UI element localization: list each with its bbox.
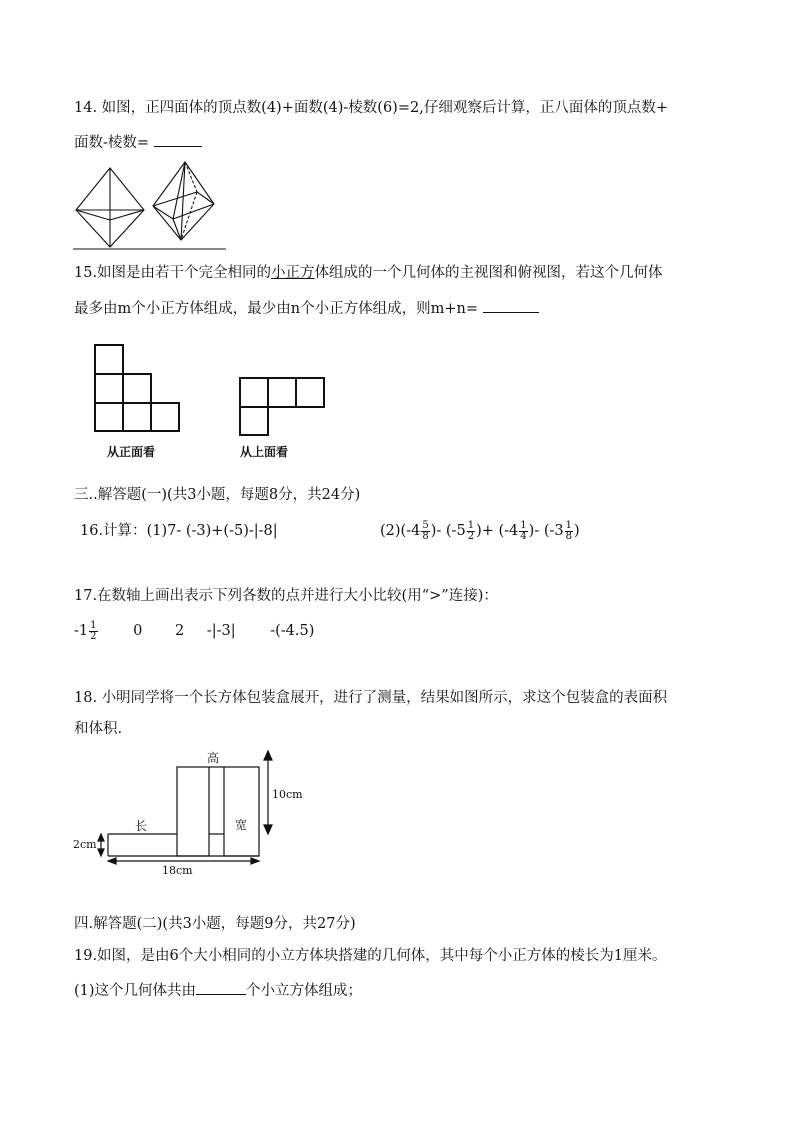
q14-line2-text: 面数-棱数= (74, 135, 154, 151)
q17-n2: 0 (133, 623, 143, 639)
q14-line1: 14. 如图，正四面体的顶点数(4)+面数(4)-棱数(6)=2,仔细观察后计算，正八面体的顶点数+ (74, 100, 668, 116)
q16-t2-open: (-5 (445, 523, 466, 539)
q16-t3-close: )- (528, 523, 544, 539)
section3-title: 三..解答题(一)(共3小题，每题8分，共24分) (74, 487, 361, 503)
q16-label: 16.计算： (80, 523, 147, 539)
front-view-caption: 从正面看 (107, 445, 156, 459)
q16-t4-close: ) (574, 523, 580, 539)
q19-line2 (74, 979, 362, 1001)
q17-n1-int: -1 (74, 623, 89, 639)
q16-frac4-num: 1 (565, 519, 572, 531)
q16-frac1-num: 5 (422, 519, 429, 531)
q18-line2: 和体积. (74, 721, 123, 737)
q16-frac3-den: 4 (520, 530, 527, 542)
q17-n5: -(-4.5) (270, 623, 315, 639)
q16-t1-open: (-4 (400, 523, 421, 539)
label-chang: 长 (135, 819, 148, 833)
q16-frac2-den: 2 (467, 530, 475, 542)
q15-line1-b: 小正方 (271, 265, 315, 281)
q15-line1-a: 15.如图是由若干个完全相同的 (74, 265, 272, 281)
label-gao: 高 (207, 751, 220, 765)
label-kuan: 宽 (235, 818, 248, 832)
q19-answer-blank (196, 979, 246, 995)
q16-frac1-den: 8 (422, 530, 429, 542)
q17-n4: -|-3| (206, 623, 236, 639)
q18-line1: 18. 小明同学将一个长方体包装盒展开，进行了测量，结果如图所示，求这个包装盒的表面积 (74, 690, 668, 706)
q19-line2-a: (1)这个几何体共由 (74, 983, 197, 999)
q16-frac3-num: 1 (520, 519, 527, 531)
q17-n1-num: 1 (90, 619, 97, 631)
label-18cm: 18cm (162, 864, 193, 877)
q15-line2-text: 最多由m个小正方体组成，最少由n个小正方体组成，则m+n= (74, 301, 483, 317)
q16-t4-open: (-3 (543, 523, 564, 539)
q19-line1: 19.如图，是由6个大小相同的小立方体块搭建的几何体，其中每个小正方体的棱长为1厘米。 (74, 948, 667, 964)
q16-t3-open: (-4 (498, 523, 519, 539)
top-view-caption: 从上面看 (240, 445, 289, 459)
q16-part1-expr: (1)7- (-3)+(-5)-|-8| (146, 523, 278, 539)
label-10cm: 10cm (272, 788, 303, 801)
q15-line1-c: 体组成的一个几何体的主视图和俯视图，若这个几何体 (314, 265, 663, 281)
q16-frac4-den: 8 (565, 530, 572, 542)
q19-line2-b: 个小立方体组成； (246, 983, 363, 999)
label-2cm: 2cm (73, 838, 97, 851)
q16-t1-close: )- (430, 523, 446, 539)
q16-part2-prefix: (2) (380, 523, 401, 539)
section4-title: 四.解答题(二)(共3小题，每题9分，共27分) (74, 916, 356, 932)
q16-frac2-num: 1 (467, 519, 475, 531)
q17-n3: 2 (174, 623, 185, 639)
q17-text: 17.在数轴上画出表示下列各数的点并进行大小比较(用“>”连接)： (74, 588, 498, 604)
q16-t2-close: )+ (476, 523, 499, 539)
q17-n1-den: 2 (90, 630, 97, 642)
